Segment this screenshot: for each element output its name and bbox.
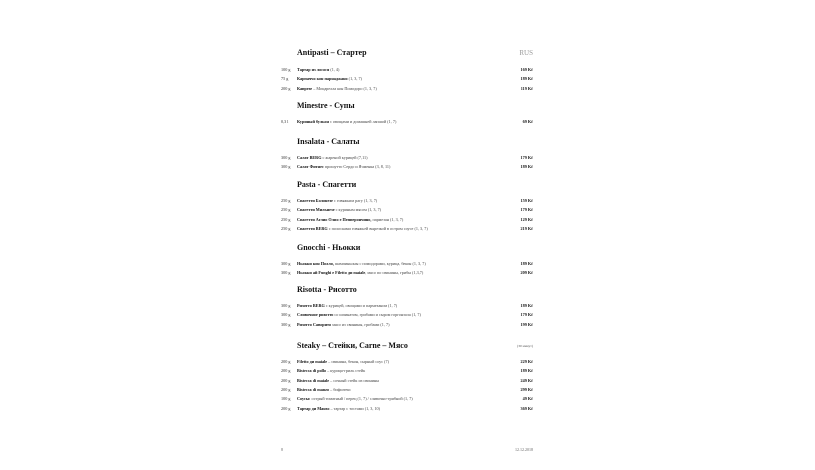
item-name <box>297 67 502 73</box>
section-title-text: Pasta - Спагетти <box>297 180 357 189</box>
item-price: 49 Kč <box>522 396 533 402</box>
item-quantity: 250 g <box>281 207 291 213</box>
item-quantity: 300 g <box>281 261 291 266</box>
section-title-text: Risotta - Рисотто <box>297 285 357 294</box>
item-description: мясо из свинины, грибами (1, 7) <box>331 321 390 327</box>
item-name <box>297 378 502 384</box>
item-name <box>297 406 502 412</box>
item-description: с овощами и домашней лапшой (1, 7) <box>328 119 397 124</box>
item-description: со шпинатом, грибами и сыром горгонзола (1, 7) <box>333 312 421 318</box>
item-price: 179 Kč <box>520 207 533 213</box>
item-title: Спагетти BERG <box>297 225 328 231</box>
item-title: Ризотто BERG <box>297 303 325 308</box>
item-quantity: 300 g <box>281 321 291 327</box>
menu-item <box>281 378 533 384</box>
item-price: 189 Kč <box>520 368 533 374</box>
item-name <box>297 387 502 393</box>
item-title: Ньокки ай Funghi e Filetto ди maiale <box>297 270 366 276</box>
item-title: Bistecca di manzo <box>297 386 330 392</box>
item-price: 189 Kč <box>520 76 533 82</box>
menu-item <box>281 226 533 232</box>
item-description: (1, 3, 7) <box>347 76 362 82</box>
item-title: Filetto ди maiale <box>297 359 328 364</box>
item-quantity: 0,3 l <box>281 119 289 124</box>
menu-item <box>281 207 533 213</box>
item-quantity: 250 g <box>281 198 291 203</box>
item-price: 189 Kč <box>520 164 533 170</box>
menu-item <box>281 76 533 82</box>
item-name <box>297 312 502 318</box>
section-title <box>297 341 533 351</box>
item-price: 209 Kč <box>520 270 533 276</box>
menu-item <box>281 119 533 125</box>
item-description: с жареной курицей (7,11) <box>321 155 368 160</box>
item-quantity: 300 g <box>281 312 291 318</box>
section-title-text: Antipasti – Стартер <box>297 48 367 57</box>
item-name <box>297 303 502 309</box>
menu-item <box>281 86 533 92</box>
item-quantity: 75 g <box>281 76 289 82</box>
item-title: Спагетти Мильнезе <box>297 207 335 213</box>
item-title: Карпаччо кон парнаджано <box>297 76 348 82</box>
item-title: Спагетти Болонезе <box>297 198 333 203</box>
item-description: с курицей, овощами и пармезаном (1, 7) <box>324 303 398 308</box>
item-name <box>297 322 502 328</box>
item-description: – бифштекс <box>329 386 352 392</box>
item-title: Куриный бульон <box>297 119 329 124</box>
section-title <box>297 137 533 147</box>
item-title: Соусы: <box>297 396 311 402</box>
item-price: 119 Kč <box>520 85 533 91</box>
menu-item <box>281 217 533 223</box>
item-name <box>297 217 502 223</box>
menu-item <box>281 396 533 402</box>
menu-item <box>281 312 533 318</box>
section-title-text: Gnocchi - Ньокки <box>297 243 361 252</box>
item-price: 219 Kč <box>520 225 533 231</box>
menu-item <box>281 67 533 73</box>
menu-item <box>281 270 533 276</box>
item-quantity: 300 g <box>281 303 291 308</box>
item-description: – свинина, бекон, сырный соус (7) <box>327 359 390 364</box>
section-title <box>297 48 533 58</box>
item-price: 179 Kč <box>520 155 533 160</box>
item-price: 69 Kč <box>522 119 533 124</box>
section-title <box>297 101 533 111</box>
item-name <box>297 119 502 125</box>
item-name <box>297 207 502 213</box>
item-quantity: 300 g <box>281 164 291 170</box>
item-name <box>297 155 502 161</box>
item-title: Тартар ди Манзо <box>297 405 330 411</box>
item-title: Ризотто Саворито <box>297 321 332 327</box>
item-price: 179 Kč <box>520 312 533 318</box>
menu-item <box>281 261 533 267</box>
item-name <box>297 261 502 267</box>
menu-item <box>281 322 533 328</box>
item-name <box>297 86 502 92</box>
item-name <box>297 198 502 204</box>
item-price: 169 Kč <box>520 67 533 72</box>
item-title: Ньокки кон Полло, <box>297 261 334 266</box>
item-title: Спагетти Аглио Олио е Пепперончино, <box>297 216 372 222</box>
item-price: 129 Kč <box>520 216 533 222</box>
item-description: пармезан (1, 3, 7) <box>371 216 404 222</box>
item-name <box>297 76 502 82</box>
item-description: с куриным мясом (1, 3, 7) <box>334 207 382 213</box>
item-price: 229 Kč <box>520 359 533 364</box>
menu-item <box>281 368 533 374</box>
menu-item <box>281 303 533 309</box>
item-title: Сливочное ризотто <box>297 312 334 318</box>
section-note: (30 минут) <box>517 344 533 348</box>
menu-item <box>281 164 533 170</box>
item-quantity: 250 g <box>281 225 291 231</box>
item-title: Тартар из лосося <box>297 67 330 72</box>
item-description: шампиньоны с помидорами, курица, бекон (1, 3, 7) <box>333 261 426 266</box>
item-description: – Моцарелла кон Помодоро (1, 3, 7) <box>312 85 377 91</box>
item-title: Капрезе <box>297 85 313 91</box>
item-quantity: 300 g <box>281 270 291 276</box>
item-price: 299 Kč <box>520 386 533 392</box>
item-title: Салат Фитнес <box>297 164 324 170</box>
item-description: – сочный стейк из свинины <box>329 377 380 383</box>
section-title-text: Minestre - Супы <box>297 101 355 110</box>
item-title: Салат BERG <box>297 155 322 160</box>
item-name <box>297 368 502 374</box>
item-price: 189 Kč <box>520 303 533 308</box>
item-title: Bistecca di pollo <box>297 368 327 374</box>
item-name <box>297 270 502 276</box>
item-description: (1, 4) <box>329 67 340 72</box>
item-price: 249 Kč <box>520 377 533 383</box>
section-title-text: Insalata - Салаты <box>297 137 360 146</box>
item-quantity: 100 g <box>281 396 291 402</box>
item-quantity: 100 g <box>281 67 291 72</box>
item-quantity: 200 g <box>281 405 291 411</box>
item-quantity: 200 g <box>281 85 291 91</box>
section-title <box>297 285 533 295</box>
menu-item <box>281 406 533 412</box>
item-quantity: 200 g <box>281 359 291 364</box>
item-title: Bistecca di maiale <box>297 377 330 383</box>
item-quantity: 300 g <box>281 155 291 160</box>
item-price: 159 Kč <box>520 198 533 203</box>
item-description: прошутто Сердо и Ячменка (3, 8, 11) <box>323 164 391 170</box>
item-price: 199 Kč <box>520 321 533 327</box>
item-name <box>297 164 502 170</box>
item-quantity: 200 g <box>281 386 291 392</box>
item-description: , мясо по свинины, грибы (1,3,7) <box>365 270 424 276</box>
item-quantity: 200 g <box>281 368 291 374</box>
footer-date: 12.12.2018 <box>515 447 533 452</box>
item-description: с полосками говяжьей вырезкой в остром соусе (1, 3, 7) <box>327 225 428 231</box>
item-description: – курица-гриль стейк <box>326 368 366 374</box>
item-quantity: 200 g <box>281 377 291 383</box>
item-name <box>297 359 502 365</box>
section-title <box>297 243 533 253</box>
item-quantity: 250 g <box>281 216 291 222</box>
item-description: с говяжьим рагу (1, 3, 7) <box>332 198 378 203</box>
language-label: RUS <box>519 49 533 57</box>
page-number: 8 <box>281 447 283 452</box>
item-name <box>297 226 502 232</box>
item-price: 369 Kč <box>520 405 533 411</box>
menu-item <box>281 359 533 365</box>
section-title-text: Steaky – Стейки, Carne – Мясо <box>297 341 408 350</box>
item-description: – тартар с тостами (1, 3, 10) <box>329 405 381 411</box>
item-name <box>297 396 502 402</box>
menu-item <box>281 155 533 161</box>
item-description: острый томатный / перец (1, 7) / сливочно-грибной (1, 7) <box>310 396 413 402</box>
item-price: 189 Kč <box>520 261 533 266</box>
menu-item <box>281 198 533 204</box>
menu-item <box>281 387 533 393</box>
section-title <box>297 180 533 190</box>
